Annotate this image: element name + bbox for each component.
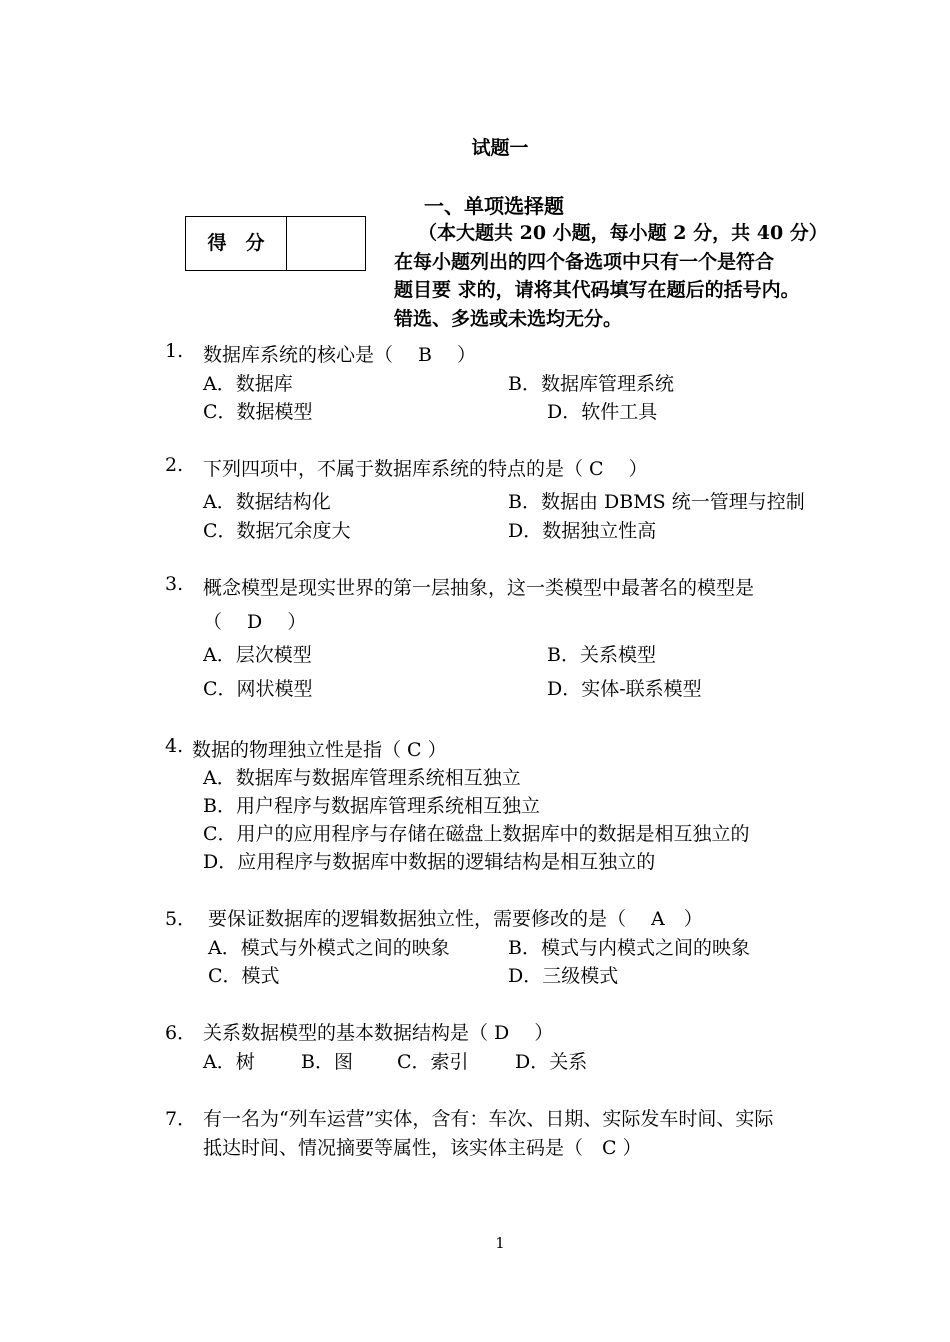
question-1-option-b: B．数据库管理系统 <box>508 373 674 395</box>
question-6-option-c: C．索引 <box>397 1051 469 1073</box>
question-6-option-a: A．树 <box>203 1051 255 1073</box>
question-2-option-d: D．数据独立性高 <box>508 520 657 542</box>
question-4-option-c: C．用户的应用程序与存储在磁盘上数据库中的数据是相互独立的 <box>203 823 750 845</box>
question-6-number: 6． <box>165 1022 197 1044</box>
section-instructions-line-1: （本大题共 20 小题，每小题 2 分，共 40 分） <box>418 222 828 244</box>
question-1-stem: 数据库系统的核心是（ B ） <box>203 344 477 366</box>
question-7-stem: 有一名为“列车运营”实体，含有：车次、日期、实际发车时间、实际 <box>203 1108 774 1130</box>
question-2-number: 2. <box>165 454 184 476</box>
question-7-number: 7． <box>165 1108 197 1130</box>
question-5-option-d: D．三级模式 <box>508 965 619 987</box>
question-4-number: 4. <box>165 735 184 757</box>
question-4-stem: 数据的物理独立性是指（ C ） <box>192 739 447 761</box>
question-3-option-b: B．关系模型 <box>547 644 656 666</box>
section-instructions-line-4: 错选、多选或未选均无分。 <box>394 308 623 330</box>
question-5-number: 5． <box>165 908 197 930</box>
question-3-option-c: C．网状模型 <box>203 678 313 700</box>
question-1-number: 1. <box>165 340 184 362</box>
section-instructions-line-2: 在每小题列出的四个备选项中只有一个是符合 <box>394 251 775 273</box>
question-5-option-a: A．模式与外模式之间的映象 <box>208 937 450 959</box>
question-2-option-c: C．数据冗余度大 <box>203 520 351 542</box>
question-4-option-d: D．应用程序与数据库中数据的逻辑结构是相互独立的 <box>203 851 656 873</box>
question-3-number: 3. <box>165 573 184 595</box>
page-title: 试题一 <box>471 137 529 159</box>
question-5-option-b: B．模式与内模式之间的映象 <box>508 937 750 959</box>
question-3-option-a: A．层次模型 <box>203 644 312 666</box>
question-6-option-b: B．图 <box>301 1051 353 1073</box>
question-6-stem: 关系数据模型的基本数据结构是（ D ） <box>203 1022 554 1044</box>
score-box <box>185 216 366 271</box>
question-1-option-d: D．软件工具 <box>547 401 658 423</box>
question-7-stem-continued: 抵达时间、情况摘要等属性，该实体主码是（ C ） <box>203 1137 642 1159</box>
question-3-stem: 概念模型是现实世界的第一层抽象，这一类模型中最著名的模型是 <box>203 577 755 599</box>
question-3-option-d: D．实体-联系模型 <box>547 678 702 700</box>
section-heading: 一、单项选择题 <box>424 194 564 218</box>
score-value[interactable] <box>287 217 365 270</box>
question-1-option-c: C．数据模型 <box>203 401 313 423</box>
question-5-stem: 要保证数据库的逻辑数据独立性，需要修改的是（ A ） <box>208 908 703 930</box>
question-4-option-b: B．用户程序与数据库管理系统相互独立 <box>203 795 540 817</box>
question-6-option-d: D．关系 <box>515 1051 588 1073</box>
question-4-option-a: A．数据库与数据库管理系统相互独立 <box>203 767 521 789</box>
question-1-option-a: A．数据库 <box>203 373 293 395</box>
section-instructions-line-3: 题目要 求的，请将其代码填写在题后的括号内。 <box>394 279 800 301</box>
question-2-option-b: B．数据由 DBMS 统一管理与控制 <box>508 491 805 513</box>
question-5-option-c: C．模式 <box>208 965 280 987</box>
question-2-option-a: A．数据结构化 <box>203 491 331 513</box>
question-2-stem: 下列四项中，不属于数据库系统的特点的是（ C ） <box>203 458 648 480</box>
question-3-stem-continued: （ D ） <box>203 611 307 633</box>
page-number: 1 <box>495 1234 505 1252</box>
score-label: 得 分 <box>186 217 287 270</box>
